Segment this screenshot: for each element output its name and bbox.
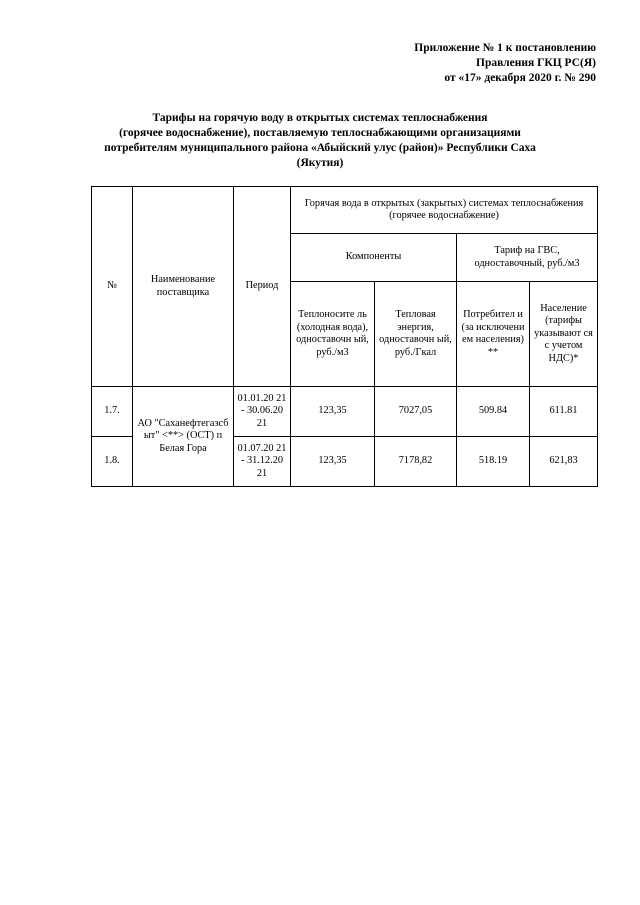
appendix-line-3: от «17» декабря 2020 г. № 290 — [444, 72, 596, 84]
title-line-4: (Якутия) — [296, 157, 344, 169]
row-population: 611.81 — [530, 387, 598, 437]
supplier-name: АО "Саханефтегазсб ыт" <**> (ОСТ) п Белая Гора — [133, 387, 234, 487]
row-num: 1.8. — [92, 437, 133, 487]
appendix-line-1: Приложение № 1 к постановлению — [414, 42, 596, 54]
header-carrier: Теплоносите ль (холодная вода), одноставочн ый, руб./м3 — [291, 282, 375, 387]
row-energy: 7027,05 — [375, 387, 457, 437]
document-title — [78, 111, 562, 171]
row-num: 1.7. — [92, 387, 133, 437]
tariff-table — [91, 186, 598, 487]
header-population: Население (тарифы указывают ся с учетом НДС)* — [530, 282, 598, 387]
row-period: 01.07.20 21 - 31.12.20 21 — [234, 437, 291, 487]
row-period: 01.01.20 21 - 30.06.20 21 — [234, 387, 291, 437]
header-tariff: Тариф на ГВС, одноставочный, руб./м3 — [457, 234, 598, 282]
header-supplier: Наименование поставщика — [133, 187, 234, 387]
row-consumers: 518.19 — [457, 437, 530, 487]
row-carrier: 123,35 — [291, 387, 375, 437]
row-carrier: 123,35 — [291, 437, 375, 487]
title-line-1: Тарифы на горячую воду в открытых системах теплоснабжения — [152, 112, 488, 124]
header-consumers: Потребител и (за исключени ем населения) ** — [457, 282, 530, 387]
header-energy: Тепловая энергия, одноставочн ый, руб./Гкал — [375, 282, 457, 387]
row-consumers: 509.84 — [457, 387, 530, 437]
row-population: 621,83 — [530, 437, 598, 487]
header-components: Компоненты — [291, 234, 457, 282]
appendix-line-2: Правления ГКЦ РС(Я) — [476, 57, 596, 69]
title-line-2: (горячее водоснабжение), поставляемую теплоснабжающими организациями — [119, 127, 521, 139]
header-group: Горячая вода в открытых (закрытых) системах теплоснабжения (горячее водоснабжение) — [291, 187, 598, 234]
title-line-3: потребителям муниципального района «Абыйский улус (район)» Республики Саха — [104, 142, 536, 154]
appendix-header — [414, 41, 596, 86]
header-period: Период — [234, 187, 291, 387]
header-num: № — [92, 187, 133, 387]
row-energy: 7178,82 — [375, 437, 457, 487]
table-row — [92, 387, 598, 437]
